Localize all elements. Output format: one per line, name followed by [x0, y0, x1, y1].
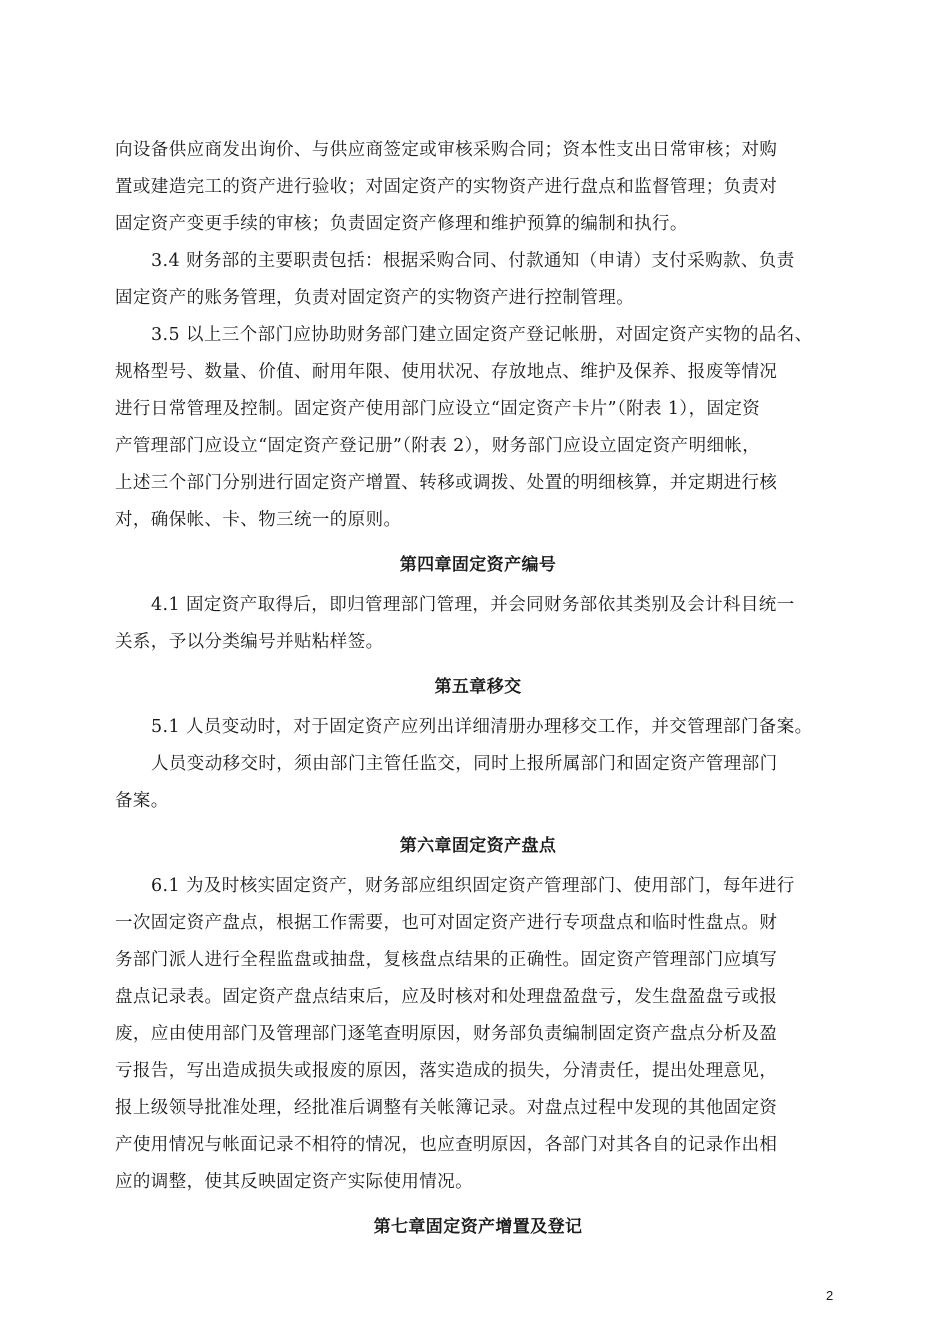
paragraph-line: 应的调整，使其反映固定资产实际使用情况。: [115, 1172, 473, 1192]
paragraph-line: 关系，予以分类编号并贴粘样签。: [115, 632, 384, 652]
paragraph-line: 6.1 为及时核实固定资产，财务部应组织固定资产管理部门、使用部门，每年进行: [151, 876, 795, 896]
paragraph-line: 4.1 固定资产取得后，即归管理部门管理，并会同财务部依其类别及会计科目统一: [151, 595, 795, 615]
paragraph-line: 3.4 财务部的主要职责包括：根据采购合同、付款通知（申请）支付采购款、负责: [151, 251, 795, 271]
paragraph-line: 人员变动移交时，须由部门主管任监交，同时上报所属部门和固定资产管理部门: [151, 754, 778, 774]
chapter-heading: 第六章固定资产盘点: [399, 836, 557, 856]
paragraph-line: 3.5 以上三个部门应协助财务部门建立固定资产登记帐册，对固定资产实物的品名、: [151, 325, 813, 345]
paragraph-line: 产管理部门应设立“固定资产登记册”（附表 2），财务部门应设立固定资产明细帐，: [115, 436, 761, 456]
paragraph-line: 产使用情况与帐面记录不相符的情况，也应查明原因，各部门对其各自的记录作出相: [115, 1135, 778, 1155]
paragraph-line: 盘点记录表。固定资产盘点结束后，应及时核对和处理盘盈盘亏，发生盘盈盘亏或报: [115, 987, 778, 1007]
paragraph-line: 固定资产的账务管理，负责对固定资产的实物资产进行控制管理。: [115, 288, 635, 308]
paragraph-line: 置或建造完工的资产进行验收；对固定资产的实物资产进行盘点和监督管理；负责对: [115, 177, 778, 197]
paragraph-line: 向设备供应商发出询价、与供应商签定或审核采购合同；资本性支出日常审核；对购: [115, 140, 778, 160]
paragraph: [115, 746, 841, 820]
paragraph: [115, 587, 841, 661]
paragraph-line: 务部门派人进行全程监盘或抽盘，复核盘点结果的正确性。固定资产管理部门应填写: [115, 950, 778, 970]
paragraph-line: 上述三个部门分别进行固定资产增置、转移或调拨、处置的明细核算，并定期进行核: [115, 473, 778, 493]
paragraph-line: 备案。: [115, 791, 169, 811]
paragraph: [115, 132, 841, 243]
paragraph: [115, 317, 841, 539]
chapter-heading: 第五章移交: [434, 677, 522, 697]
paragraph-line: 亏报告，写出造成损失或报废的原因，落实造成的损失，分清责任，提出处理意见，: [115, 1061, 778, 1081]
paragraph-line: 废，应由使用部门及管理部门逐笔查明原因，财务部负责编制固定资产盘点分析及盈: [115, 1024, 778, 1044]
paragraph-line: 一次固定资产盘点，根据工作需要，也可对固定资产进行专项盘点和临时性盘点。财: [115, 913, 778, 933]
chapter-heading: 第七章固定资产增置及登记: [373, 1217, 583, 1237]
paragraph: [115, 709, 841, 746]
paragraph-line: 报上级领导批准处理，经批准后调整有关帐簿记录。对盘点过程中发现的其他固定资: [115, 1098, 778, 1118]
chapter-heading: 第四章固定资产编号: [399, 555, 557, 575]
paragraph-line: 对，确保帐、卡、物三统一的原则。: [115, 510, 402, 530]
paragraph-line: 规格型号、数量、价值、耐用年限、使用状况、存放地点、维护及保养、报废等情况: [115, 362, 778, 382]
paragraph-line: 固定资产变更手续的审核；负责固定资产修理和维护预算的编制和执行。: [115, 214, 688, 234]
page-number: 2: [826, 1288, 834, 1303]
paragraph: [115, 243, 841, 317]
paragraph-line: 进行日常管理及控制。固定资产使用部门应设立“固定资产卡片”（附表 1），固定资: [115, 399, 761, 419]
paragraph: [115, 868, 841, 1201]
paragraph-line: 5.1 人员变动时，对于固定资产应列出详细清册办理移交工作，并交管理部门备案。: [151, 717, 813, 737]
document-body: [115, 132, 841, 1249]
